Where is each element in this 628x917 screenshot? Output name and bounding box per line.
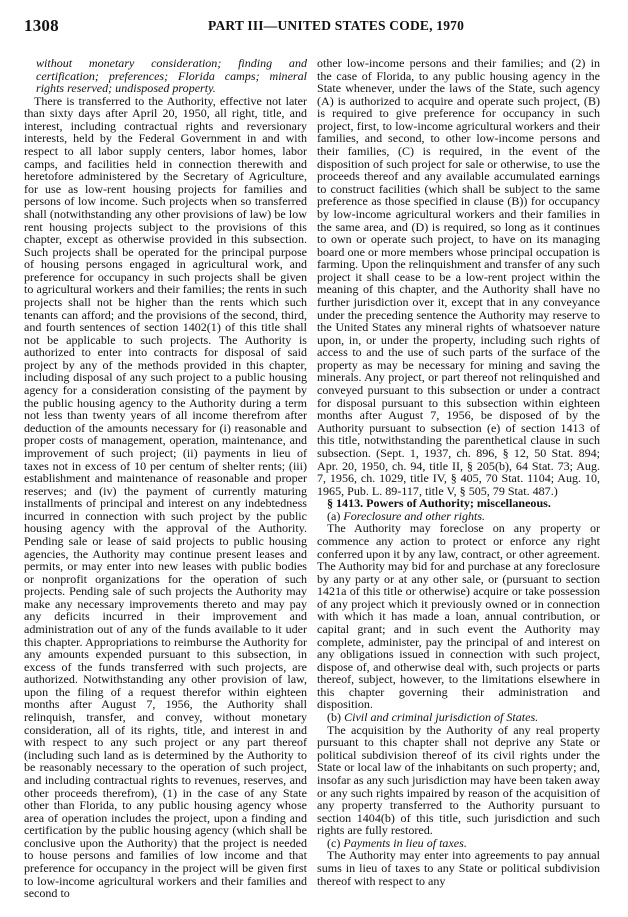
subsection-b-heading [317,711,600,724]
section-symbol: § 1413. [327,496,364,511]
subsection-a-title: Foreclosure and other rights. [343,508,486,523]
section-1412-text: There is transferred to the Authority, effective not later than sixty days after April 20, 1950, all right, title, and interest, including contractual rights and reversionary interests, held by the Federal Government in and with respect to all labor supply centers, labor homes, labor camps, and facilities held in connection therewith and heretofore administered by the Secretary of Agriculture, for use as low-rent housing projects for families and persons of low income. Such projects when so transferred shall (notwithstanding any other provisions of law) be low rent housing projects subject to the provisions of this chapter, except as otherwise provided in this subsection. Such projects shall be operated for the principal purpose of housing persons engaged in agricultural work, and preference for occupancy in such projects shall be given to agricultural workers and their families; the rents in such projects shall not be higher than the rents which such tenants can afford; and the provisions of the second, third, and fourth sentences of section 1402(1) of this title shall not be applicable to such projects. The Authority is authorized to enter into contracts for disposal of said project by any of the methods provided in this chapter, including disposal of any such project to a public housing agency for a consideration consisting of the payment by the public housing agency to the Authority during a term not less than twenty years of all income therefrom after deduction of the amounts necessary for (i) reasonable and proper costs of management, operation, maintenance, and improvement of such project; (ii) payments in lieu of taxes not in excess of 10 per centum of shelter rents; (iii) establishment and maintenance of reasonable and proper reserves; and (iv) the payment of currently maturing installments of principal and interest on any indebtedness incurred in connection with such project by the public housing agency with the approval of the Authority. Pending sale or lease of said projects to public housing agencies, the Authority may continue present leases and permits, or may enter into new leases with public bodies or nonprofit organizations for the operation of such projects. Pending sale of such projects the Authority may make any necessary improvements thereto and may pay any deficits incurred in their improvement and administration out of any of the funds available to it uder this chapter. Appropriations to reimburse the Authority for any amounts expended pursuant to this subsection, in excess of the funds transferred with such projects, are authorized. Notwithstanding any other provision of law, upon the filing of a request therefor within eighteen months after August 7, 1956, the Authority shall relinquish, transfer, and convey, without monetary consideration, all of its rights, title, and interest in and with respect to any such project or any part thereof (including such land as is determined by the Authority to be reasonably necessary to the operation of such project, and including contractual rights to revenues, reserves, and other proceeds therefrom), (1) in the case of any State other than Florida, to any public housing agency whose area of operation includes the project, upon a finding and certification by the public housing agency (which shall be conclusive upon the Authority) that the project is needed to house persons and families of low income and that preference for occupancy in the project will be given first to low-income agricultural workers and their families and second to [24,93,307,901]
subsection-c-text: The Authority may enter into agreements to pay annual sums in lieu of taxes to any State or political subdivision thereof with respect to any [317,848,600,888]
right-column [317,57,600,907]
section-catchline-continued: without monetary consideration; finding and certification; preferences; Florida camps; mineral rights reserved; undisposed property. [36,57,307,96]
subsection-a-label: (a) [327,508,341,523]
running-head: PART III—UNITED STATES CODE, 1970 [208,18,465,33]
subsection-a-text: The Authority may foreclose on any property or commence any action to protect or enforce any right conferred upon it by any law, contract, or other agreement. The Authority may bid for and purchase at any foreclosure by any party or at any other sale, or (pursuant to section 1421a of this title or otherwise) acquire or take possession of any project which it previously owned or in connection with which it has made a loan, annual contribution, or capital grant; and in such event the Authority may complete, administer, pay the principal of and interest on any obligations issued in connection with such project, dispose of, and otherwise deal with, such projects or parts thereof, subject, however, to the limitations elsewhere in this chapter governing their administration and disposition. [317,521,600,712]
page-number: 1308 [24,16,59,35]
section-1412-text-continued: other low-income persons and their families; and (2) in the case of Florida, to any public housing agency in the State whenever, under the laws of the State, such agency (A) is authorized to acquire and operate such project, (B) is required to give preference for occupancy in such project, first, to low-income agricultural workers and their families, and second, to other low-income persons and their families, (C) is required, in the event of the disposition of such project for sale or otherwise, to use the proceeds thereof and any available accumulated earnings to construct facilities (which shall be subject to the same preference as those specified in clause (B)) for occupancy by low-income agricultural workers and their families in the same area, and (D) is required, so long as it continues to own or operate such project, to have on its managing board one or more members whose principal occupation is farming. Upon the relinquishment and transfer of any such project it shall cease to be a low-rent project within the meaning of this chapter, and the Authority shall have no further jurisdiction over it, except that in any conveyance under the preceding sentence the Authority may reserve to the United States any mineral rights of whatsoever nature upon, in, or under the property, including such rights of access to and the use of such parts of the surface of the property as may be necessary for mining and saving the minerals. Any project, or part thereof not relinquished and conveyed pursuant to this subsection or under a contract for disposal pursuant to this subsection within eighteen months after August 7, 1956, be disposed of by the Authority pursuant to subsection (e) of section 1413 of this title, notwithstanding the parenthetical clause in such subsection. (Sept. 1, 1937, ch. 896, § 12, 50 Stat. 894; Apr. 20, 1950, ch. 94, title II, § 205(b), 64 Stat. 73; Aug. 7, 1956, ch. 1029, title IV, § 405, 70 Stat. 1104; Aug. 10, 1965, Pub. L. 89-117, title V, § 505, 79 Stat. 487.) [317,57,600,498]
subsection-b-text: The acquisition by the Authority of any real property pursuant to this chapter shall not deprive any State or political subdivision thereof of its civil rights under the State or local law of the inhabitants on such property; and, insofar as any such jurisdiction may have been taken away or any such rights impaired by reason of the acquisition of any property transferred to the Authority pursuant to section 1404(b) of this title, such jurisdiction and such rights are fully restored. [317,722,600,838]
subsection-b-title: Civil and criminal jurisdiction of States. [344,710,539,725]
subsection-c-title: Payments in lieu of taxes. [343,835,467,850]
section-title: Powers of Authority; miscellaneous. [366,496,551,511]
left-column [24,57,307,907]
page-header [24,16,604,38]
subsection-b-label: (b) [327,710,342,725]
subsection-c-label: (c) [327,835,341,850]
